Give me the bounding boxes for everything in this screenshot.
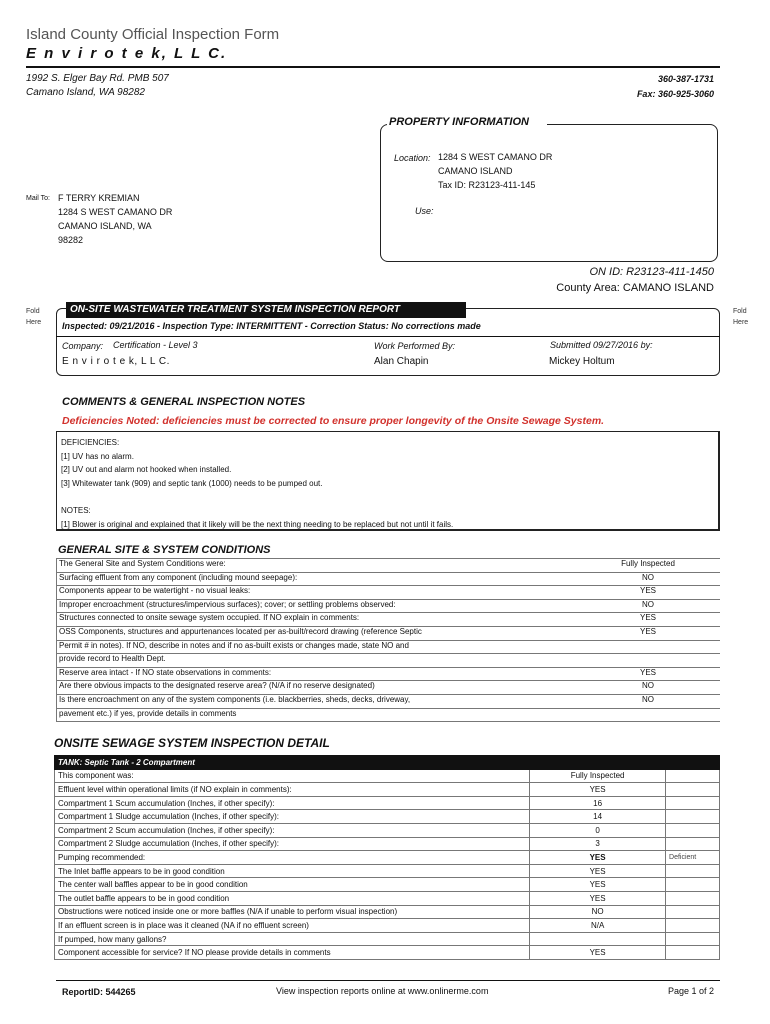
table-row xyxy=(55,837,720,851)
detail-answer: Fully Inspected xyxy=(530,769,666,783)
detail-note xyxy=(666,810,720,824)
inspection-summary: Inspected: 09/21/2016 - Inspection Type: INTERMITTENT - Correction Status: No corrections made xyxy=(62,321,481,331)
fold-text: Here xyxy=(26,319,42,326)
county-area: County Area: CAMANO ISLAND xyxy=(556,282,714,294)
condition-answer: NO xyxy=(576,599,720,613)
online-reports-link[interactable]: View inspection reports online at www.onlinerme.com xyxy=(276,986,489,996)
condition-answer xyxy=(576,654,720,668)
property-info-box xyxy=(380,124,718,262)
condition-answer: NO xyxy=(576,694,720,708)
table-left-rule xyxy=(56,558,57,722)
mail-line: CAMANO ISLAND, WA xyxy=(58,221,152,231)
comment-line xyxy=(61,490,714,504)
table-row xyxy=(56,613,720,627)
deficiency-notice: Deficiencies Noted: deficiencies must be corrected to ensure proper longevity of the Onsite Sewage System. xyxy=(62,415,605,427)
comment-line: [3] Whitewater tank (909) and septic tank (1000) needs to be pumped out. xyxy=(61,478,323,488)
detail-section-title: ONSITE SEWAGE SYSTEM INSPECTION DETAIL xyxy=(54,736,330,750)
condition-question: Structures connected to onsite sewage system occupied. If NO explain in comments: xyxy=(56,613,576,627)
detail-answer: YES xyxy=(530,891,666,905)
table-row xyxy=(55,810,720,824)
comment-line: [1] UV has no alarm. xyxy=(61,451,134,461)
table-row xyxy=(55,932,720,946)
table-row xyxy=(56,667,720,681)
comments-box xyxy=(56,431,720,531)
work-performed-label: Work Performed By: xyxy=(374,341,456,351)
table-row xyxy=(55,905,720,919)
company-label: Company: xyxy=(62,341,104,351)
table-row xyxy=(55,946,720,960)
detail-question: Compartment 1 Sludge accumulation (Inches, if other specify): xyxy=(55,810,530,824)
detail-question: Compartment 1 Scum accumulation (Inches, if other specify): xyxy=(55,796,530,810)
detail-answer: 0 xyxy=(530,823,666,837)
mail-line: 1284 S WEST CAMANO DR xyxy=(58,207,173,217)
detail-note xyxy=(666,932,720,946)
report-divider xyxy=(56,336,720,337)
detail-note xyxy=(666,769,720,783)
condition-answer: Fully Inspected xyxy=(576,559,720,573)
condition-answer: YES xyxy=(576,667,720,681)
fold-mark-right xyxy=(733,306,748,328)
detail-note xyxy=(666,946,720,960)
general-section-title: GENERAL SITE & SYSTEM CONDITIONS xyxy=(58,544,271,556)
condition-answer xyxy=(576,640,720,654)
condition-question: Is there encroachment on any of the system components (i.e. blackberries, sheds, decks, driveway, xyxy=(56,694,576,708)
mail-to-address xyxy=(58,191,172,247)
table-row xyxy=(56,654,720,668)
table-row xyxy=(56,681,720,695)
work-performed-name: Alan Chapin xyxy=(374,356,429,367)
comment-line: [1] Blower is original and explained that it likely will be the next thing needing to be replaced but not until it fails. xyxy=(61,519,454,529)
fold-text: Fold xyxy=(733,308,747,315)
detail-answer xyxy=(530,932,666,946)
detail-question: Effluent level within operational limits (if NO explain in comments): xyxy=(55,783,530,797)
detail-question: The center wall baffles appear to be in good condition xyxy=(55,878,530,892)
footer-divider xyxy=(56,980,720,981)
condition-question: provide record to Health Dept. xyxy=(56,654,576,668)
fold-text: Here xyxy=(733,319,749,326)
condition-answer: YES xyxy=(576,626,720,640)
table-row xyxy=(55,878,720,892)
certification-level: Certification - Level 3 xyxy=(113,340,198,350)
condition-answer xyxy=(576,708,720,722)
detail-note xyxy=(666,796,720,810)
fold-mark-left xyxy=(26,306,41,328)
condition-answer: NO xyxy=(576,572,720,586)
header-divider xyxy=(26,66,720,68)
detail-note xyxy=(666,823,720,837)
detail-note xyxy=(666,891,720,905)
phone-number: 360-387-1731 xyxy=(657,74,714,84)
detail-answer: YES xyxy=(530,864,666,878)
condition-answer: YES xyxy=(576,586,720,600)
table-row xyxy=(55,891,720,905)
comment-line: [2] UV out and alarm not hooked when installed. xyxy=(61,465,232,475)
table-row xyxy=(56,708,720,722)
detail-question: Obstructions were noticed inside one or more baffles (N/A if unable to perform visual inspection) xyxy=(55,905,530,919)
detail-answer: YES xyxy=(530,946,666,960)
detail-answer: 16 xyxy=(530,796,666,810)
company-contact xyxy=(637,72,714,102)
general-conditions-table xyxy=(56,558,720,722)
condition-question: Permit # in notes). If NO, describe in notes and if no as-built exists or changes made, state NO and xyxy=(56,640,576,654)
location-line: Tax ID: R23123-411-145 xyxy=(438,180,536,190)
fold-text: Fold xyxy=(26,308,40,315)
detail-question: Compartment 2 Scum accumulation (Inches, if other specify): xyxy=(55,823,530,837)
detail-answer: YES xyxy=(530,783,666,797)
table-row xyxy=(56,626,720,640)
table-row xyxy=(55,823,720,837)
table-row xyxy=(55,796,720,810)
detail-question: This component was: xyxy=(55,769,530,783)
condition-question: Reserve area intact - If NO state observations in comments: xyxy=(56,667,576,681)
mail-to-label: Mail To: xyxy=(26,195,50,202)
detail-question: Pumping recommended: xyxy=(55,851,530,865)
location-label: Location: xyxy=(394,153,431,163)
condition-question: Improper encroachment (structures/impervious surfaces); cover; or settling problems observed: xyxy=(56,599,576,613)
detail-question: The Inlet baffle appears to be in good condition xyxy=(55,864,530,878)
condition-question: OSS Components, structures and appurtenances located per as-built/record drawing (reference Septic xyxy=(56,626,576,640)
detail-answer: 3 xyxy=(530,837,666,851)
detail-question: The outlet baffle appears to be in good condition xyxy=(55,891,530,905)
detail-question: If pumped, how many gallons? xyxy=(55,932,530,946)
company-name: E n v i r o t e k, L L C. xyxy=(62,356,170,367)
detail-question: Component accessible for service? If NO please provide details in comments xyxy=(55,946,530,960)
detail-answer: YES xyxy=(530,851,666,865)
detail-question: Compartment 2 Sludge accumulation (Inches, if other specify): xyxy=(55,837,530,851)
address-line-1: 1992 S. Elger Bay Rd. PMB 507 xyxy=(26,73,169,84)
report-title: ON-SITE WASTEWATER TREATMENT SYSTEM INSPECTION REPORT xyxy=(66,302,466,318)
comment-line: DEFICIENCIES: xyxy=(61,438,120,447)
condition-answer: NO xyxy=(576,681,720,695)
detail-answer: YES xyxy=(530,878,666,892)
table-row xyxy=(55,783,720,797)
detail-answer: NO xyxy=(530,905,666,919)
property-info-title: PROPERTY INFORMATION xyxy=(387,116,547,128)
submitted-label: Submitted 09/27/2016 by: xyxy=(550,340,653,350)
condition-answer: YES xyxy=(576,613,720,627)
table-header-row xyxy=(55,756,720,770)
tank-header: TANK: Septic Tank - 2 Compartment xyxy=(55,756,720,770)
detail-question: If an effluent screen is in place was it cleaned (NA if no effluent screen) xyxy=(55,919,530,933)
detail-note xyxy=(666,864,720,878)
comments-section-title: COMMENTS & GENERAL INSPECTION NOTES xyxy=(62,396,306,408)
detail-note xyxy=(666,837,720,851)
fax-number: Fax: 360-925-3060 xyxy=(636,89,714,99)
detail-answer: 14 xyxy=(530,810,666,824)
use-label: Use: xyxy=(415,206,434,216)
submitted-name: Mickey Holtum xyxy=(549,356,615,367)
detail-note xyxy=(666,919,720,933)
table-row xyxy=(55,769,720,783)
detail-note xyxy=(666,783,720,797)
page-number: Page 1 of 2 xyxy=(667,986,714,996)
condition-question: Surfacing effluent from any component (including mound seepage): xyxy=(56,572,576,586)
location-line: 1284 S WEST CAMANO DR xyxy=(438,152,553,162)
inspection-detail-table xyxy=(54,755,720,960)
mail-line: 98282 xyxy=(58,235,84,245)
condition-question: Components appear to be watertight - no visual leaks: xyxy=(56,586,576,600)
on-id: ON ID: R23123-411-1450 xyxy=(589,266,714,278)
comment-line: NOTES: xyxy=(61,505,91,515)
table-row xyxy=(55,864,720,878)
condition-question: pavement etc.) if yes, provide details in comments xyxy=(56,708,576,722)
table-row xyxy=(55,919,720,933)
location-value xyxy=(438,150,552,192)
detail-note xyxy=(666,878,720,892)
condition-question: The General Site and System Conditions were: xyxy=(56,559,576,573)
company-brand: E n v i r o t e k, L L C. xyxy=(26,45,228,62)
table-row xyxy=(55,851,720,865)
mail-line: F TERRY KREMIAN xyxy=(58,193,140,203)
detail-note: Deficient xyxy=(666,851,720,865)
table-row xyxy=(56,694,720,708)
company-address xyxy=(26,72,169,100)
location-line: CAMANO ISLAND xyxy=(438,166,513,176)
table-row xyxy=(56,586,720,600)
detail-note xyxy=(666,905,720,919)
address-line-2: Camano Island, WA 98282 xyxy=(26,87,145,98)
table-row xyxy=(56,559,720,573)
table-row xyxy=(56,599,720,613)
report-id: ReportID: 544265 xyxy=(62,987,136,997)
table-row xyxy=(56,640,720,654)
form-title: Island County Official Inspection Form xyxy=(26,26,280,43)
condition-question: Are there obvious impacts to the designated reserve area? (N/A if no reserve designated) xyxy=(56,681,576,695)
detail-answer: N/A xyxy=(530,919,666,933)
table-row xyxy=(56,572,720,586)
